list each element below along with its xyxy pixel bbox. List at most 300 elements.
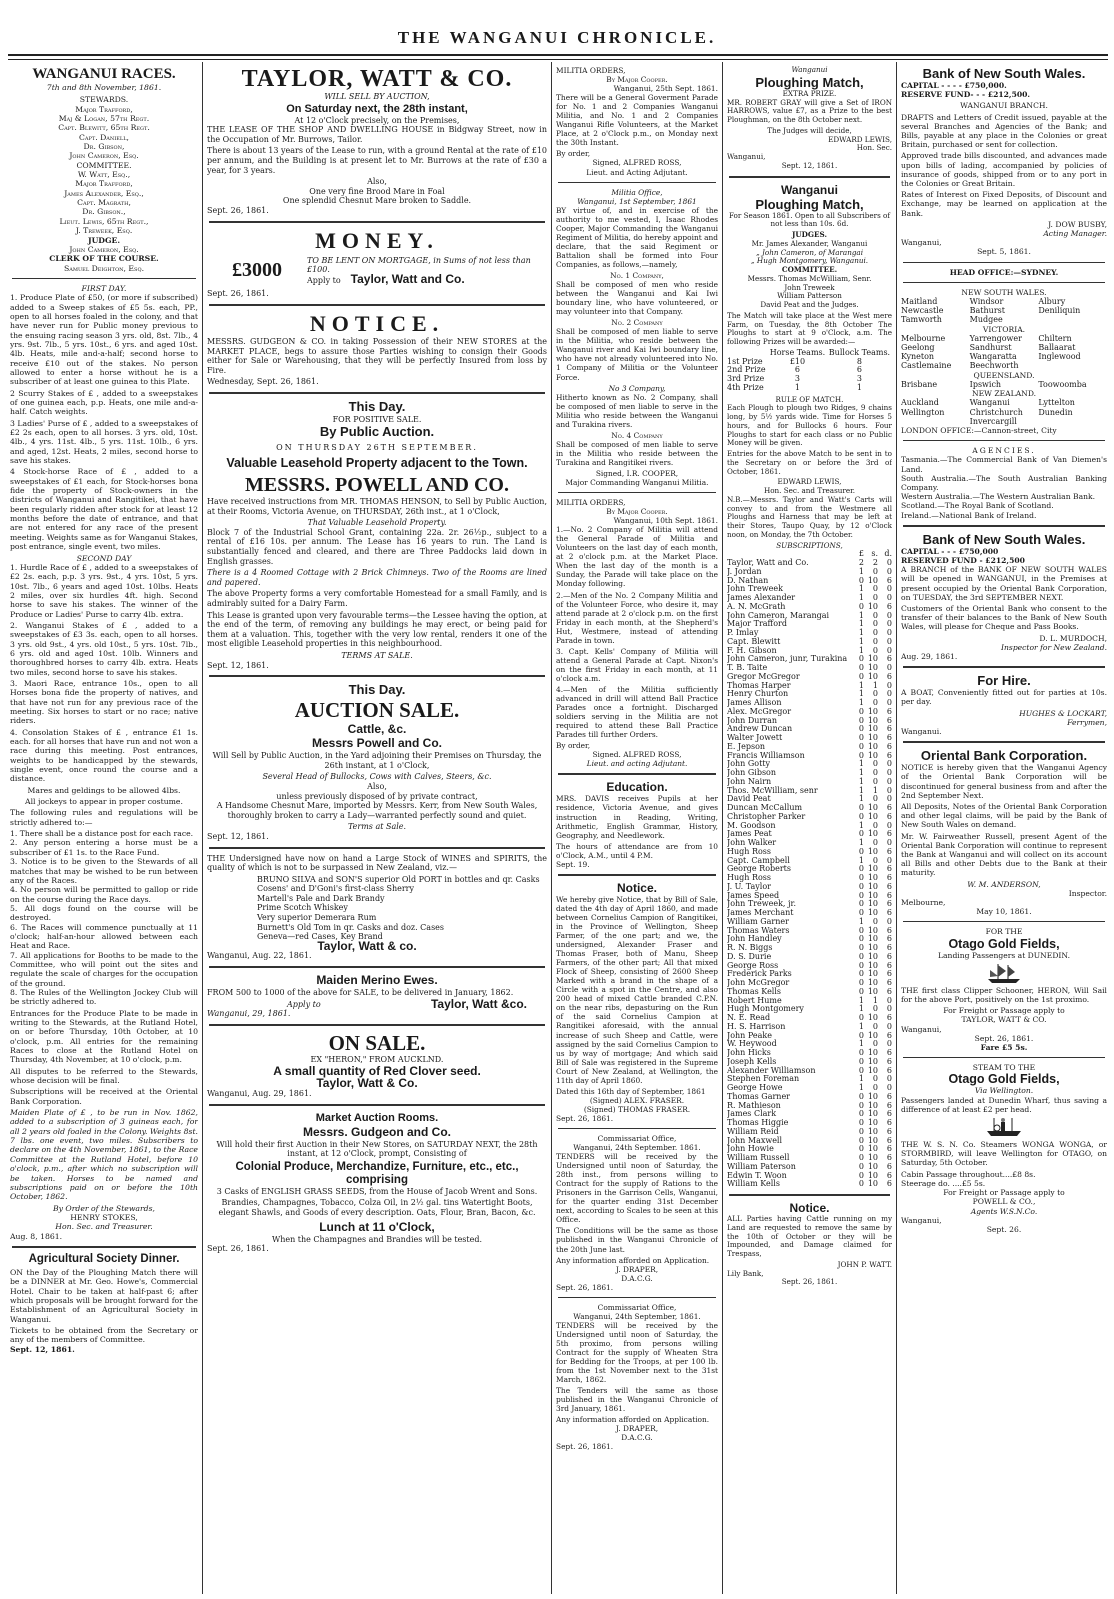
subscription-amount: 1 — [858, 689, 864, 699]
bank-text: Approved trade bills discounted, and advances made upon bills of lading, accompanied by policies of insurance of goods, shipped from or to any port in the Colonies or Great Britain. — [901, 151, 1107, 189]
market-heading: Colonial Produce, Merchandize, Furniture, etc., etc., comprising — [235, 1160, 519, 1186]
subscription-amount: 0 — [858, 846, 864, 856]
subscription-amount: 1 — [858, 698, 864, 707]
subscription-amount: 0 — [886, 855, 892, 865]
thursday-line: ON THURSDAY 26TH SEPTEMBER. — [276, 443, 478, 453]
wine-item: Geneva—red Cases, Key Brand — [257, 932, 383, 942]
branch-name: Ballaarat — [1038, 343, 1076, 353]
subscription-amount: 0 — [886, 995, 892, 1005]
subscriber-name: A. N. McGrath — [727, 601, 786, 611]
ploughing-extra: EXTRA PRIZE. — [782, 88, 837, 98]
subscription-amount: 0 — [872, 628, 878, 637]
subscriber-name: John Walker — [727, 838, 777, 847]
steward: Major Trafford, — [75, 104, 133, 114]
branch-row — [901, 306, 1107, 315]
money-apply-row — [307, 271, 547, 286]
subscription-amount: 10 — [867, 890, 878, 900]
subscription-amount: 0 — [858, 908, 864, 917]
rule-entries: Entries for the above Match to be sent in to the Secretary on or before the 3rd of October, 1861. — [727, 449, 892, 476]
subscription-amount: 2 — [872, 558, 878, 567]
subscriber-name: T. B. Taite — [727, 663, 768, 672]
subscription-amount: 0 — [872, 916, 878, 926]
militia-role: Lieut. and Acting Adjutant. — [586, 167, 688, 177]
subs-col-head: £ — [858, 549, 864, 559]
auction-sale-title: AUCTION SALE. — [294, 698, 460, 723]
subscriber-name: John Peake — [727, 1030, 772, 1040]
subscription-amount: 10 — [867, 654, 878, 664]
bank-place: Wanganui, — [901, 238, 942, 248]
militia-order: By order, — [556, 149, 591, 159]
agency: Western Australia.—The Western Australian Bank. — [901, 492, 1096, 502]
committee-member: Dr. Gibson., — [82, 207, 126, 217]
branch-name: Inglewood — [1038, 352, 1081, 362]
subscriber-name: Thomas Higgie — [727, 1118, 789, 1127]
prize-cell: 3 — [856, 374, 862, 383]
subscription-amount: 0 — [886, 636, 892, 646]
steward: John Cameron, Esq. — [69, 151, 139, 161]
company-heading: No. 4 Company — [611, 430, 663, 440]
taylor-watt-title: TAYLOR, WATT & CO. — [241, 66, 513, 92]
bank-text: Customers of the Oriental Bank who consent to the transfer of their balances to the Bank of New South Wales, will please for Cheque and Pass Books. — [901, 603, 1107, 632]
subscription-amount: 6 — [886, 575, 892, 585]
subscription-amount: 10 — [867, 1013, 878, 1022]
watt-notice-sig: JOHN P. WATT. — [837, 1259, 892, 1269]
money-row — [207, 256, 547, 286]
rule: 4. No person will be permitted to gallop or ride on the course during the Race days. — [10, 885, 198, 904]
subscription-amount: 10 — [867, 829, 878, 839]
subscription-amount: 0 — [858, 803, 864, 812]
oriental-role: Inspector. — [1068, 888, 1107, 898]
branch-name: Wellington — [901, 407, 945, 417]
subscription-amount: 10 — [867, 1170, 878, 1180]
hire-sig: HUGHES & LOCKART, — [1019, 708, 1107, 718]
committee-member: Major Trafford, — [75, 179, 133, 189]
ploughing-for: For Season 1861. Open to all Subscribers of not less than 10s. 6d. — [728, 210, 891, 229]
subscription-amount: 1 — [858, 680, 864, 690]
powell-text: Have received instructions from MR. THOMAS HENSON, to Sell by Public Auction, at their Rooms, Victoria Avenue, on THURSDAY, 26th inst., at 1 o'Clock, — [207, 497, 547, 516]
oriental-text: Mr. W. Fairweather Russell, present Agent of the Oriental Bank Corporation will continue to represent the Bank at Wanganui and will collect on its account all Bills and other Debts due to the Bank at their maturity. — [901, 831, 1107, 878]
subscription-amount: 0 — [886, 838, 892, 847]
subscription-amount: 0 — [858, 978, 864, 987]
subscriber-name: Walter Jowett — [727, 733, 783, 742]
ploughing-place: Wanganui, — [727, 152, 766, 161]
branch-table — [901, 334, 1107, 371]
subscription-amount: 0 — [886, 768, 892, 777]
branch-row — [901, 334, 1107, 343]
subscription-amount: 0 — [872, 698, 878, 707]
subscription-amount: 0 — [858, 1030, 864, 1040]
subscription-amount: 10 — [867, 663, 878, 672]
bank-reserve: RESERVED FUND - £212,500 — [901, 555, 1025, 565]
prize-cell: 3 — [794, 374, 800, 383]
money-apply: Apply to — [307, 275, 341, 285]
company-heading: No. 2 Company — [611, 318, 663, 328]
subscription-amount: 0 — [886, 558, 892, 567]
subscriber-name: George Roberts — [727, 864, 792, 874]
branch-name: Dunedin — [1038, 407, 1073, 417]
races-dates: 7th and 8th November, 1861. — [46, 83, 162, 92]
subscription-amount: 10 — [867, 1135, 878, 1145]
agency: Ireland.—National Bank of Ireland. — [901, 510, 1037, 520]
clerk-name: Samuel Deighton, Esq. — [63, 263, 145, 273]
subscriber-name: D. S. Durie — [727, 951, 772, 961]
rule: 7. All applications for Booths to be made to the Committee, who will point out the sites and regulate the scale of charges for the occupation of the ground. — [10, 950, 198, 988]
subscriber-name: Thomas Harper — [727, 680, 791, 690]
pc-also: Also, — [367, 781, 387, 791]
signer: HENRY STOKES, — [70, 1212, 138, 1222]
subscriber-name: F. H. Gibson — [727, 645, 777, 655]
subscription-amount: 0 — [886, 1021, 892, 1031]
steamer-place: Wanganui, — [901, 1215, 942, 1225]
subscription-amount: 6 — [886, 1135, 892, 1145]
subscriber-name: Thomas Garner — [727, 1091, 791, 1101]
powell-cottage: There is a 4 Roomed Cottage with 2 Brick Chimneys. Two of the Rooms are lined and papered. — [207, 568, 547, 587]
commissariat-text: TENDERS will be received by the Undersigned until noon of Saturday, the 5th proximo, from persons willing Contract for the supply of Wheaten Stra for Bedding for the Troops, at per 100 lb. from the 1st November next to the 31st March, 1862. — [556, 1320, 718, 1385]
branch-name: Windsor — [969, 297, 1004, 307]
subscription-amount: 10 — [867, 951, 878, 961]
commissariat-date-line: Sept. 26, 1861. — [556, 1282, 614, 1292]
subscriber-name: J. U. Taylor — [727, 881, 771, 891]
subscription-amount: 6 — [886, 881, 892, 891]
subscription-amount: 1 — [858, 916, 864, 926]
subscription-amount: 0 — [858, 1170, 864, 1180]
subscription-amount: 1 — [858, 855, 864, 865]
subscription-amount: 10 — [867, 601, 878, 611]
branch-name: Brisbane — [901, 379, 938, 389]
otago-via: Via Wellington. — [974, 1086, 1034, 1096]
money-title: MONEY. — [315, 227, 439, 253]
rule: 6. The Races will commence punctually at 11 o'clock; half-an-hour allowed between each Heat and Race. — [10, 922, 198, 951]
subscription-amount: 6 — [886, 803, 892, 812]
oriental-date: May 10, 1861. — [976, 907, 1032, 917]
prize-head: Horse Teams. — [769, 347, 826, 357]
merino-text: FROM 500 to 1000 of the above for SALE, to be delivered in January, 1862. — [207, 988, 514, 998]
branch-name: Mudgee — [969, 315, 1003, 325]
branch-row — [901, 408, 1107, 417]
judge-name: John Cameron, Esq. — [69, 244, 139, 254]
subscription-amount: 10 — [867, 908, 878, 917]
subscription-amount: 6 — [886, 654, 892, 664]
fraser-notice-text: We hereby give Notice, that by Bill of Sale, dated the 4th day of April 1860, and made between Cornelius Campion of Rangitikei, in the Province of Wellington, Sheep Farmer, of the one part; and we, the undersigned, Alexander Fraser and Thomas Fraser, both of Manu, Sheep Farmers, of the other part; All that mixed Flock of Sheep, consisting of 2600 Sheep Marked with a brand in the shape of a Circle with a spot in the Centre, and also 200 head of mixed Cattle branded C.P.N. on the near ribs, depasturing on the Run of the said Cornelius Campion at Rangitikei aforesaid, with the annual increase of such Sheep and Cattle, were assigned by the said Cornelius Campion to us by way of mortgage; And which said Bill of Sale was registered in the Supreme Court of New Zealand, at Wellington, the 11th day of April 1860. — [556, 894, 718, 1085]
subscription-amount: 6 — [886, 829, 892, 839]
subscription-amount: 10 — [867, 1100, 878, 1110]
region-heading: VICTORIA. — [982, 324, 1026, 334]
wines-list — [207, 875, 547, 942]
branch-name: Deniliquin — [1038, 306, 1081, 316]
market-text: Will hold their first Auction in their New Stores, on SATURDAY NEXT, the 28th instant, at 12 o'Clock, prompt, Consisting of — [216, 1139, 538, 1159]
education-date: Sept. 19. — [556, 859, 590, 869]
fraser-sig: (Signed) THOMAS FRASER. — [583, 1104, 691, 1114]
subscription-amount: 0 — [872, 1074, 878, 1084]
prize-cell: 6 — [794, 365, 800, 375]
ag-society-title: Agricultural Society Dinner. — [28, 1252, 180, 1265]
wine-item: Burnett's Old Tom in qr. Casks and doz. Cases — [257, 922, 445, 932]
committee-member: W. Watt, Esq., — [77, 170, 131, 180]
subscription-amount: 10 — [867, 1179, 878, 1189]
steward: Maj & Logan, 57th Regt. — [58, 114, 150, 124]
subscription-amount: 0 — [858, 724, 864, 734]
branch-table — [901, 398, 1107, 426]
subscriber-name: David Peat — [727, 794, 771, 804]
subscription-amount: 6 — [886, 1100, 892, 1110]
subscription-amount: 10 — [867, 575, 878, 585]
subscription-amount: 0 — [858, 601, 864, 611]
subscription-amount: 10 — [867, 750, 878, 760]
militia-by: By Major Cooper. — [606, 507, 668, 517]
wines-date: Wanganui, Aug. 22, 1861. — [207, 951, 312, 961]
public-auction: By Public Auction. — [319, 424, 435, 440]
race-note: All jockeys to appear in proper costume. — [25, 797, 183, 807]
subscriber-name: George Howe — [727, 1083, 783, 1092]
education-text: MRS. DAVIS receives Pupils at her residence, Victoria Avenue, and gives instruction in Reading, Writing, Arithmetic, English Grammar, History, Geography, and Needlework. — [556, 794, 718, 840]
subscription-amount: 1 — [858, 776, 864, 786]
subscription-amount: 10 — [867, 811, 878, 821]
committee-member: Lieut. Lewis, 65th Regt., — [59, 216, 149, 226]
steamer-date: Sept. 26. — [986, 1224, 1022, 1234]
otago-for: FOR THE — [985, 927, 1023, 937]
steamer-role: Agents W.S.N.Co. — [970, 1206, 1038, 1216]
tw-date: Sept. 26, 1861. — [207, 205, 269, 215]
company-role: Major Commanding Wanganui Militia. — [565, 478, 709, 488]
branch-name — [1038, 417, 1107, 426]
powell-title: MESSRS. POWELL AND CO. — [245, 474, 509, 497]
militia-title: MILITIA ORDERS, — [556, 66, 626, 75]
wine-item: Prime Scotch Whiskey — [257, 903, 348, 913]
subscriber-name: James Allison — [727, 698, 782, 707]
militia-office: Militia Office, — [611, 187, 663, 197]
subscription-amount: 0 — [858, 1144, 864, 1154]
cattle-heading: Cattle, &c. — [347, 722, 407, 737]
branch-row — [901, 361, 1107, 370]
subscriber-name: William Paterson — [727, 1161, 796, 1171]
watt-notice-text: ALL Parties having Cattle running on my Land are requested to remove the same by the 10th of October or they will be Impounded, and Damage claimed for Trespass, — [727, 1214, 892, 1258]
subscriber-name: Duncan McCallum — [727, 803, 803, 812]
bank-capital: CAPITAL - - - £750,000 — [901, 546, 999, 556]
judge-heading: JUDGE. — [87, 235, 121, 245]
militia-item: 2.—Men of the No. 2 Company Militia and of the Volunteer Force, who desire it, may attend parade at 2 o'clock p.m. on the first Friday in each month, at the Shepherd's Hut, Westmere, instead of attending Parade in town. — [556, 590, 718, 645]
otago-date: Sept. 26, 1861. — [974, 1033, 1034, 1043]
subscription-amount: 0 — [858, 1109, 864, 1119]
branch-name: Christchurch — [969, 407, 1023, 417]
judge-line: „ Hugh Montgomery, Wanganui. — [750, 256, 869, 266]
subscription-amount: 0 — [858, 1118, 864, 1127]
market-lunch: Lunch at 11 o'Clock, — [319, 1219, 435, 1234]
subscription-amount: 0 — [858, 1179, 864, 1189]
steward: Capt. Blewitt, 65th Regt. — [58, 123, 150, 133]
branch-name: Auckland — [901, 398, 939, 408]
subscription-amount: 0 — [886, 680, 892, 690]
masthead: THE WANGANUI CHRONICLE. — [397, 28, 717, 47]
subscription-amount: 10 — [867, 969, 878, 979]
subscription-amount: 6 — [886, 925, 892, 935]
subscription-amount: 0 — [872, 636, 878, 646]
company-text: Shall be composed of men who reside between the Wanganui and Kai Iwi boundary line, who have volunteered, or may volunteer into that Company. — [556, 280, 718, 317]
bank-role: Inspector for New Zealand. — [1001, 642, 1107, 652]
bank-text: A BRANCH of the BANK OF NEW SOUTH WALES will be opened in WANGANUI, in the Premises at present occupied by the Oriental Bank Corporation, on TUESDAY, the 3rd SEPTEMBER NEXT. — [901, 565, 1107, 602]
agency: Tasmania.—The Commercial Bank of Van Diemen's Land. — [901, 455, 1107, 474]
subscriber-name: Alex. McGregor — [727, 706, 792, 716]
subs-col-head: s. — [871, 549, 878, 559]
militia-item: 4.—Men of the Militia sufficiently advanced in drill will attend Ball Practice Parades once a fortnight. Discharged soldiers serving in the Militia are not required to attend these Ball Practice Parades till further Orders. — [556, 685, 718, 740]
subscription-amount: 0 — [872, 1039, 878, 1049]
subscription-amount: 0 — [858, 934, 864, 944]
entrances: Entrances for the Produce Plate to be made in writing to the Stewards, at the Rutland Hotel, on or before Thursday, 10th October, at 10 o'clock, p.m. All entries for the remaining Races to close at the Rutland Hotel on Thursday, 4th November, at 10 o'clock, p.m. — [10, 1008, 198, 1065]
region-heading: QUEENSLAND. — [973, 370, 1035, 380]
branch-name: Bathurst — [969, 306, 1005, 316]
otago-land: Landing Passengers at DUNEDIN. — [937, 950, 1070, 960]
subscription-amount: 1 — [858, 1039, 864, 1049]
leasehold-heading: Valuable Leasehold Property adjacent to the Town. — [226, 456, 528, 471]
race-item: 4 Stock-horse Race of £ , added to a sweepstakes of £1 each, for Stock-horses bona fide the property of Stock-owners in the districts of Wanganui and Rangitikei, that have been regularly ridden after stock for at least 12 months before the date of entrance, and that are not entered for any race of the present meeting. Weights same as for Wanganui Stakes, post entrance, single event, two miles. — [10, 467, 198, 552]
subscription-amount: 0 — [858, 969, 864, 979]
subscriber-name: Alexander Williamson — [727, 1065, 816, 1075]
steward: Dr. Gibson, — [83, 142, 125, 152]
militia-title: MILITIA ORDERS, — [556, 498, 626, 508]
subscription-amount: 0 — [886, 610, 892, 620]
branch-name: Chiltern — [1038, 333, 1072, 343]
subscriber-name: Edwin T. Woon — [727, 1170, 787, 1180]
steamer-text: THE W. S. N. Co. Steamers WONGA WONGA, or STORMBIRD, will leave Wellington for OTAGO, on Saturday, 5th October. — [901, 1140, 1107, 1168]
subscriber-name: Thomas Waters — [727, 925, 790, 935]
subscriber-name: Christopher Parker — [727, 811, 806, 821]
branch-row — [901, 398, 1107, 407]
bank-role: Acting Manager. — [1043, 229, 1107, 239]
militia-text: There will be a General Goverment Parade for No. 1 and 2 Companies Wanganui Militia, and No. 1 and 2 Companies Wanganui Rifle Volunteers, at the Market Place, at 2 o'Clock p.m., on Monday next the 30th Instant. — [556, 93, 718, 148]
masthead-rule — [8, 54, 1108, 56]
subscriptions-note: Subscriptions will be received at the Oriental Bank Corporation. — [10, 1087, 198, 1106]
subscriber-name: Major Trafford — [727, 619, 787, 629]
subscription-amount: 1 — [858, 768, 864, 777]
subscription-amount: 0 — [858, 925, 864, 935]
subscription-amount: 6 — [886, 1144, 892, 1154]
subscription-amount: 0 — [872, 855, 878, 865]
prize-head: Bullock Teams. — [828, 347, 891, 357]
subscription-amount: 1 — [858, 820, 864, 830]
commissariat-cond: The Tenders will the same as those published in the Wanganui Chronicle of 3rd January, 1861. — [556, 1386, 718, 1414]
powell-block: Block 7 of the Industrial School Grant, containing 22a. 2r. 26½p., subject to a rental of £16 10s. per annum. The Lease has 16 years to run. The Land is substantially fenced and cleared, and there are Three Paddocks laid down in English grasses. — [207, 527, 547, 566]
race-note: Mares and geldings to be allowed 4lbs. — [27, 785, 181, 795]
subscription-amount: 0 — [872, 610, 878, 620]
wines-text: THE Undersigned have now on hand a Large Stock of WINES and SPIRITS, the quality of which is not to be surpassed in New Zealand, viz.— — [207, 853, 547, 873]
rule-role: Hon. Sec. and Treasurer. — [763, 486, 856, 495]
ploughing-sig: EDWARD LEWIS, — [828, 134, 892, 144]
on-sale-who: Taylor, Watt & Co. — [316, 1076, 418, 1091]
subscription-amount: 0 — [872, 838, 878, 847]
subscriber-name: Taylor, Watt and Co. — [727, 558, 809, 567]
commissariat-cond: The Conditions will be the same as those published in the Wanganui Chronicle of the 20th June last. — [556, 1226, 718, 1254]
militia-by: By Major Cooper. — [606, 75, 668, 85]
subscription-amount: 6 — [886, 1013, 892, 1022]
second-day-heading: SECOND DAY — [76, 553, 132, 563]
branch-name: Castlemaine — [901, 361, 952, 371]
company-text: Hitherto known as No. 2 Company, shall be composed of men liable to serve in the Militia who reside between the Wanganui and Turakina rivers. — [556, 392, 718, 429]
subscription-amount: 6 — [886, 864, 892, 874]
subscription-amount: 6 — [886, 1030, 892, 1040]
tw-when: On Saturday next, the 28th instant, — [286, 102, 468, 115]
subscriber-name: P. Imlay — [727, 628, 759, 637]
branch-name: Kyneton — [901, 352, 935, 362]
notice-title: NOTICE. — [309, 310, 445, 336]
fraser-notice-title: Notice. — [616, 880, 657, 895]
race-item: 3. Maori Race, entrance 10s., open to all Horses bona fide the property of natives, and that have not run for any previous race of the meeting. Six horses to start or no race; native riders. — [10, 678, 198, 726]
race-item: 4. Consolation Stakes of £ , entrance £1 1s. each. for all horses that have run and not won a race during this meeting. Post entrances, weights to be handicapped by the stewards, single event, once round the course and a distance. — [10, 727, 198, 784]
subscription-amount: 0 — [858, 1056, 864, 1066]
money-who: Taylor, Watt and Co. — [350, 271, 465, 286]
pm-committee-line: John Treweek — [784, 282, 835, 292]
subscriber-name: Frederick Parks — [727, 969, 792, 979]
race-item: 2. Wanganui Stakes of £ , added to a sweepstakes of £3 3s. each, open to all horses. 3 yrs. old 9st., 4 yrs. old 10st., 5 yrs. 10st. 7lb., 6 yrs. old and aged 10st. 10lb. Winners and thoroughbred horses to carry 4lb. extra. Heats two miles, second horse to save his stakes. — [10, 620, 198, 677]
militia-sig: Signed, ALFRED ROSS, — [592, 158, 682, 168]
branch-row — [901, 297, 1107, 306]
money-amount: £3000 — [232, 258, 282, 281]
subscription-amount: 0 — [886, 628, 892, 637]
pc-mare: A Handsome Chesnut Mare, imported by Messrs. Kerr, from New South Wales, thoroughly broken to carry a Lady—warranted perfectly sound and quiet. — [216, 801, 538, 820]
branch-table — [901, 380, 1107, 389]
subscription-amount: 6 — [886, 978, 892, 987]
subscription-amount: 0 — [858, 1153, 864, 1162]
subscription-amount: 1 — [872, 680, 878, 690]
judge-line: Mr. James Alexander, Wanganui — [751, 238, 868, 248]
oriental-text: All Deposits, Notes of the Oriental Bank Corporation and other legal claims, will be paid by the Bank of New South Wales on demand. — [901, 802, 1107, 830]
commissariat-sig: J. DRAPER, — [615, 1264, 659, 1274]
subscriber-name: John Treweek, jr. — [727, 899, 796, 909]
subscription-amount: 0 — [858, 1013, 864, 1022]
subscription-amount: 0 — [858, 899, 864, 909]
ag-society-tickets: Tickets to be obtained from the Secretary or any of the members of Committee. — [10, 1325, 198, 1345]
market-date: Sept. 26, 1861. — [207, 1244, 269, 1254]
prize-cell: 3rd Prize — [727, 374, 765, 383]
powell-date: Sept. 12, 1861. — [207, 660, 269, 670]
subscriber-name: H. S. Harrison — [727, 1021, 786, 1031]
prize-cell: 1 — [794, 382, 800, 392]
bank-sig: D. L. MURDOCH, — [1039, 633, 1107, 643]
subscription-amount: 6 — [886, 741, 892, 751]
column-militia — [556, 66, 718, 1591]
subscription-amount: 0 — [858, 733, 864, 742]
subscription-amount: 0 — [858, 654, 864, 664]
militia-office-text: BY virtue of, and in exercise of the authority to me vested, I, Isaac Rhodes Cooper, Major Commanding the Wanganui Regiment of Militia, do hereby appoint and declare, that the said Regiment or Battalion shall be formed into Four Companies, as follows,—namely, — [556, 205, 718, 269]
subscription-amount: 1 — [858, 785, 864, 795]
hire-place: Wanganui. — [901, 726, 942, 736]
subscription-amount: 10 — [867, 943, 878, 952]
subscriber-name: John McGregor — [727, 978, 790, 987]
subscriber-name: John Cameron, Marangai — [727, 610, 830, 620]
subscription-amount: 0 — [858, 741, 864, 751]
subscription-amount: 0 — [858, 663, 864, 672]
stewards-list — [10, 105, 198, 161]
subscription-amount: 1 — [872, 995, 878, 1005]
column-banks — [901, 66, 1107, 1591]
subscription-amount: 0 — [858, 960, 864, 970]
subscription-amount: 10 — [867, 1153, 878, 1162]
subscriber-name: William Russell — [727, 1153, 790, 1162]
subscription-amount: 1 — [858, 1083, 864, 1092]
subscription-amount: 10 — [867, 733, 878, 742]
subscription-amount: 0 — [886, 663, 892, 672]
masthead-rule-thin — [8, 59, 1108, 60]
subscriber-name: Hugh Montgomery — [727, 1004, 804, 1014]
subscription-amount: 0 — [872, 645, 878, 655]
column-races — [10, 66, 198, 1591]
pm-committee-heading: COMMITTEE. — [781, 265, 838, 274]
subscription-amount: 6 — [886, 750, 892, 760]
bank-capital: CAPITAL - - - - £750,000. — [901, 81, 1007, 90]
subscriber-name: John Handley — [727, 934, 782, 944]
branch-name — [901, 417, 970, 426]
bank-branch: WANGANUI BRANCH. — [960, 101, 1048, 111]
subscription-amount: 10 — [867, 881, 878, 891]
subscription-amount: 0 — [858, 864, 864, 874]
